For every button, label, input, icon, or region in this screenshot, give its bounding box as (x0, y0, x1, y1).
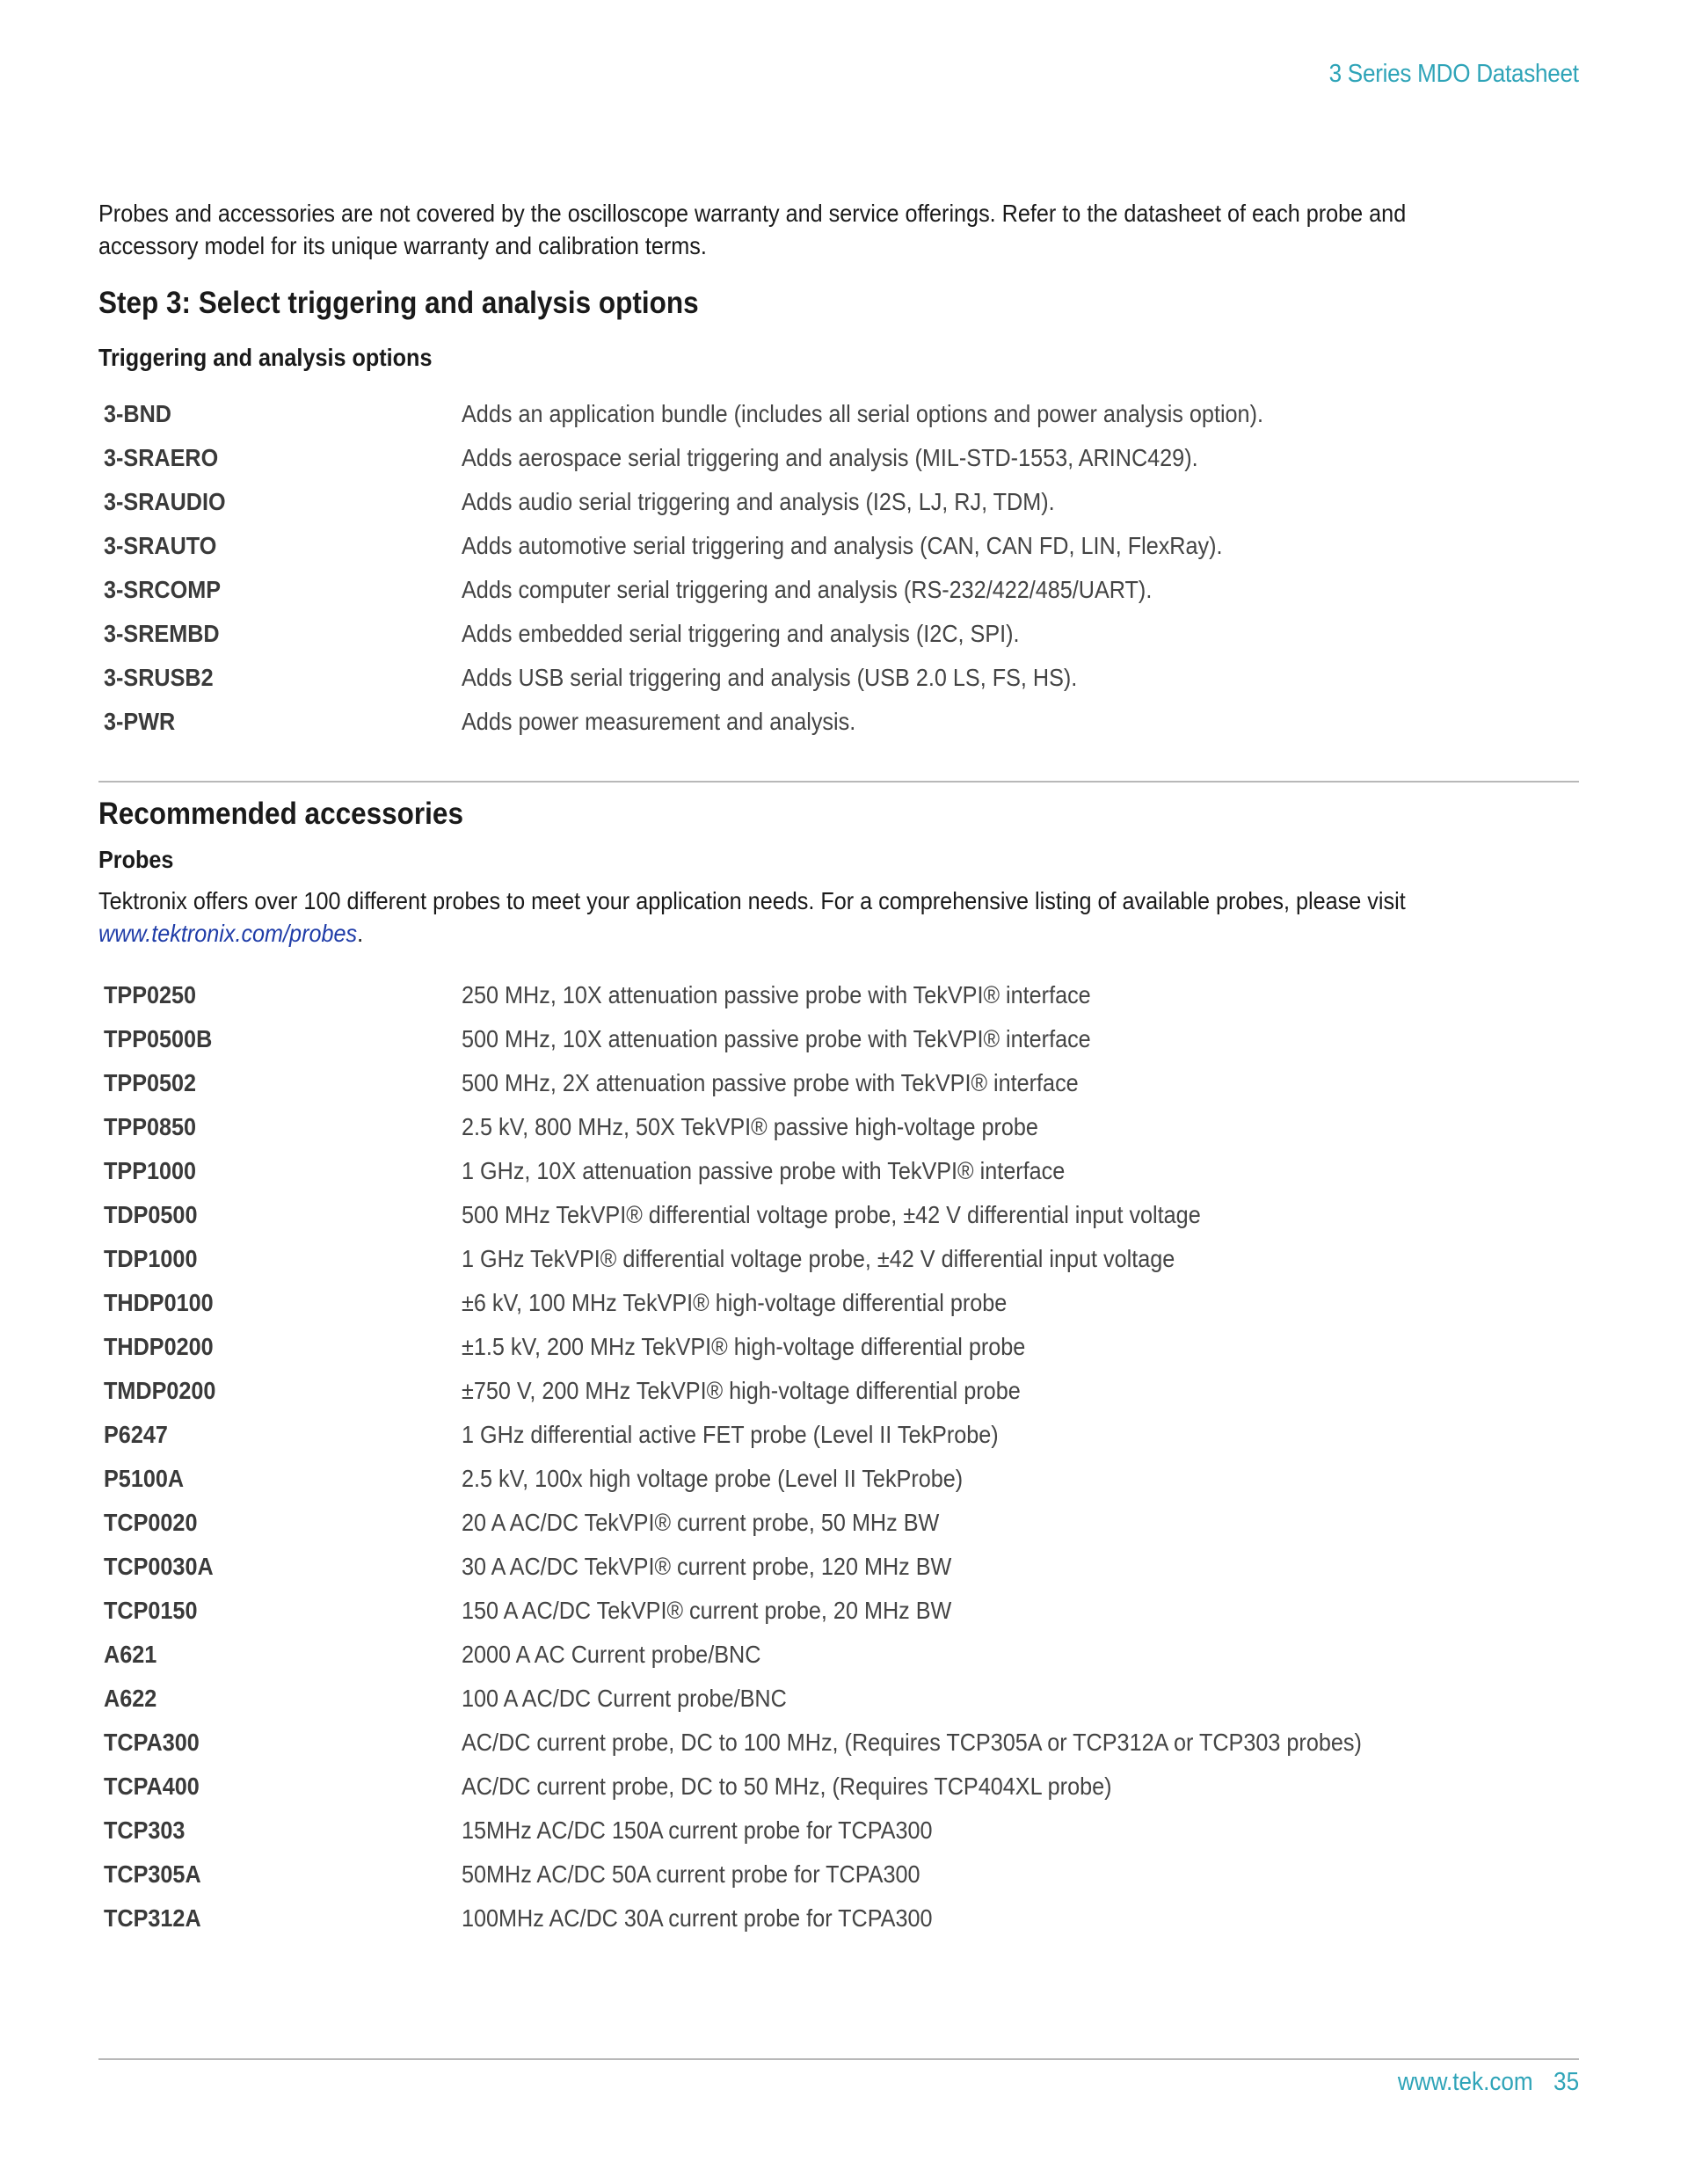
model-description: 15MHz AC/DC 150A current probe for TCPA300 (462, 1816, 933, 1844)
footer-site[interactable]: www.tek.com (1397, 2068, 1533, 2096)
model-number: 3-PWR (104, 708, 176, 735)
document-title: 3 Series MDO Datasheet (1328, 60, 1579, 88)
model-number: THDP0100 (104, 1289, 214, 1316)
model-number: TDP1000 (104, 1245, 198, 1272)
model-description: AC/DC current probe, DC to 50 MHz, (Requires TCP404XL probe) (462, 1773, 1112, 1800)
model-description: Adds computer serial triggering and analysis (RS-232/422/485/UART). (462, 576, 1153, 603)
option-row (104, 532, 1581, 576)
model-description: ±750 V, 200 MHz TekVPI® high-voltage differential probe (462, 1377, 1021, 1404)
model-number: A622 (104, 1685, 157, 1712)
model-description: 100 A AC/DC Current probe/BNC (462, 1685, 787, 1712)
probe-row (104, 1597, 1581, 1641)
footer-divider (98, 2058, 1579, 2060)
step3-heading: Step 3: Select triggering and analysis options (98, 286, 699, 320)
model-description: 20 A AC/DC TekVPI® current probe, 50 MHz BW (462, 1509, 940, 1536)
probe-row (104, 1113, 1581, 1157)
model-number: TCP303 (104, 1816, 186, 1844)
model-description: Adds power measurement and analysis. (462, 708, 856, 735)
model-number: TCP0030A (104, 1553, 214, 1580)
option-row (104, 620, 1581, 664)
probe-row (104, 1333, 1581, 1377)
model-description: Adds embedded serial triggering and analysis (I2C, SPI). (462, 620, 1020, 647)
model-number: TPP1000 (104, 1157, 197, 1184)
probes-subheading: Probes (98, 846, 174, 873)
probes-link[interactable]: www.tektronix.com/probes (98, 920, 358, 947)
option-row (104, 488, 1581, 532)
model-number: 3-SRAERO (104, 444, 219, 471)
probes-table (104, 981, 1581, 1948)
probe-row (104, 1553, 1581, 1597)
model-number: 3-BND (104, 400, 172, 427)
probe-row (104, 1729, 1581, 1773)
option-row (104, 708, 1581, 752)
model-description: ±1.5 kV, 200 MHz TekVPI® high-voltage differential probe (462, 1333, 1026, 1360)
model-number: TMDP0200 (104, 1377, 216, 1404)
recommended-accessories-heading: Recommended accessories (98, 797, 463, 831)
model-number: TCP305A (104, 1860, 201, 1888)
model-description: 250 MHz, 10X attenuation passive probe with TekVPI® interface (462, 981, 1091, 1008)
page-footer (1398, 2068, 1579, 2097)
probe-row (104, 1245, 1581, 1289)
option-row (104, 444, 1581, 488)
probe-row (104, 981, 1581, 1025)
probe-row (104, 1860, 1581, 1904)
model-description: 50MHz AC/DC 50A current probe for TCPA300 (462, 1860, 920, 1888)
model-number: TDP0500 (104, 1201, 198, 1228)
model-description: 30 A AC/DC TekVPI® current probe, 120 MHz BW (462, 1553, 952, 1580)
model-number: TPP0500B (104, 1025, 213, 1052)
model-description: 1 GHz TekVPI® differential voltage probe, ±42 V differential input voltage (462, 1245, 1175, 1272)
model-number: A621 (104, 1641, 157, 1668)
model-number: TCP312A (104, 1904, 201, 1932)
option-row (104, 576, 1581, 620)
model-number: TCP0020 (104, 1509, 198, 1536)
model-number: 3-SREMBD (104, 620, 220, 647)
triggering-options-subheading: Triggering and analysis options (98, 344, 433, 371)
probe-row (104, 1201, 1581, 1245)
probe-row (104, 1773, 1581, 1816)
model-description: AC/DC current probe, DC to 100 MHz, (Requires TCP305A or TCP312A or TCP303 probes) (462, 1729, 1362, 1756)
model-description: Adds an application bundle (includes all serial options and power analysis option). (462, 400, 1263, 427)
probe-row (104, 1421, 1581, 1465)
probe-row (104, 1157, 1581, 1201)
model-number: THDP0200 (104, 1333, 214, 1360)
model-description: 150 A AC/DC TekVPI® current probe, 20 MHz BW (462, 1597, 952, 1624)
model-number: TCP0150 (104, 1597, 198, 1624)
section-divider (98, 781, 1579, 783)
model-description: 500 MHz, 10X attenuation passive probe with TekVPI® interface (462, 1025, 1091, 1052)
probe-row (104, 1685, 1581, 1729)
probe-row (104, 1069, 1581, 1113)
model-description: 2.5 kV, 800 MHz, 50X TekVPI® passive high-voltage probe (462, 1113, 1038, 1140)
model-number: 3-SRUSB2 (104, 664, 214, 691)
model-description: Adds audio serial triggering and analysis (I2S, LJ, RJ, TDM). (462, 488, 1055, 515)
model-number: 3-SRAUTO (104, 532, 217, 559)
model-description: Adds automotive serial triggering and analysis (CAN, CAN FD, LIN, FlexRay). (462, 532, 1223, 559)
model-number: P6247 (104, 1421, 168, 1448)
probes-description (98, 885, 1459, 950)
model-description: 500 MHz, 2X attenuation passive probe with TekVPI® interface (462, 1069, 1079, 1096)
probes-description-text: Tektronix offers over 100 different probes to meet your application needs. For a comprehensive listing of available probes, please visit (98, 887, 1406, 914)
model-number: 3-SRAUDIO (104, 488, 226, 515)
model-number: TPP0850 (104, 1113, 197, 1140)
model-description: 2.5 kV, 100x high voltage probe (Level II TekProbe) (462, 1465, 964, 1492)
probes-link-suffix: . (357, 920, 364, 947)
model-description: 100MHz AC/DC 30A current probe for TCPA300 (462, 1904, 933, 1932)
model-description: 1 GHz, 10X attenuation passive probe with TekVPI® interface (462, 1157, 1066, 1184)
triggering-options-table (104, 400, 1581, 752)
probe-row (104, 1025, 1581, 1069)
model-description: ±6 kV, 100 MHz TekVPI® high-voltage differential probe (462, 1289, 1008, 1316)
model-description: Adds USB serial triggering and analysis (USB 2.0 LS, FS, HS). (462, 664, 1078, 691)
probe-row (104, 1377, 1581, 1421)
probe-row (104, 1289, 1581, 1333)
probe-row (104, 1816, 1581, 1860)
model-description: 2000 A AC Current probe/BNC (462, 1641, 761, 1668)
model-number: P5100A (104, 1465, 185, 1492)
model-number: TCPA300 (104, 1729, 200, 1756)
model-description: Adds aerospace serial triggering and analysis (MIL-STD-1553, ARINC429). (462, 444, 1198, 471)
warranty-note: Probes and accessories are not covered by the oscilloscope warranty and service offerings. Refer to the datasheet of each probe and accessory model for its unique warranty and calibration terms. (98, 200, 1407, 259)
option-row (104, 400, 1581, 444)
probe-row (104, 1641, 1581, 1685)
option-row (104, 664, 1581, 708)
model-number: TPP0502 (104, 1069, 197, 1096)
probe-row (104, 1509, 1581, 1553)
probe-row (104, 1904, 1581, 1948)
model-number: 3-SRCOMP (104, 576, 222, 603)
model-number: TCPA400 (104, 1773, 200, 1800)
page-number: 35 (1553, 2068, 1579, 2096)
probe-row (104, 1465, 1581, 1509)
model-number: TPP0250 (104, 981, 197, 1008)
model-description: 500 MHz TekVPI® differential voltage probe, ±42 V differential input voltage (462, 1201, 1201, 1228)
model-description: 1 GHz differential active FET probe (Level II TekProbe) (462, 1421, 999, 1448)
